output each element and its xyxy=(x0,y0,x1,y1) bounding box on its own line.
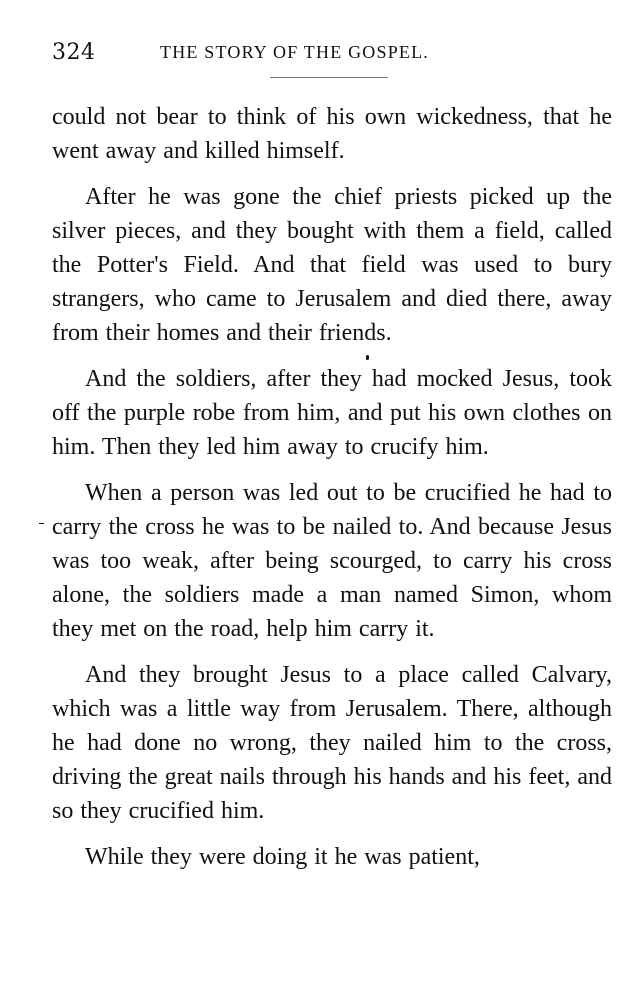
paragraph-soldiers-mocked: And the soldiers, after they had mocked Jesus, took off the purple robe from him, and put his own clothes on him. Then they led him away to crucify him. xyxy=(52,366,612,460)
paragraph-carry-cross: When a person was led out to be crucified he had to carry the cross he was to be nailed to. And because Jesus was too weak, after being scourged, to carry his cross alone, the soldiers made a man named Simon, whom they met on the road, help him carry it. xyxy=(52,480,612,642)
running-title: THE STORY OF THE GOSPEL. xyxy=(160,42,429,62)
header-rule xyxy=(270,77,388,78)
page-body xyxy=(52,100,612,886)
ink-speck xyxy=(366,355,369,360)
paragraph-continuation: could not bear to think of his own wickedness, that he went away and killed himself. xyxy=(52,104,612,164)
page-header xyxy=(52,40,612,70)
paragraph-patient: While they were doing it he was patient, xyxy=(85,844,480,870)
paragraph-potters-field: After he was gone the chief priests picked up the silver pieces, and they bought with them a field, called the Potter's Field. And that field was used to bury strangers, who came to Jerusalem and died there, away from their homes and their friends. xyxy=(52,184,612,346)
page-number: 324 xyxy=(52,40,96,65)
paragraph-calvary: And they brought Jesus to a place called Calvary, which was a little way from Jerusalem. There, although he had done no wrong, they nailed him to the cross, driving the great nails through his hands and his feet, and so they crucified him. xyxy=(52,662,612,824)
ink-speck xyxy=(39,523,44,524)
